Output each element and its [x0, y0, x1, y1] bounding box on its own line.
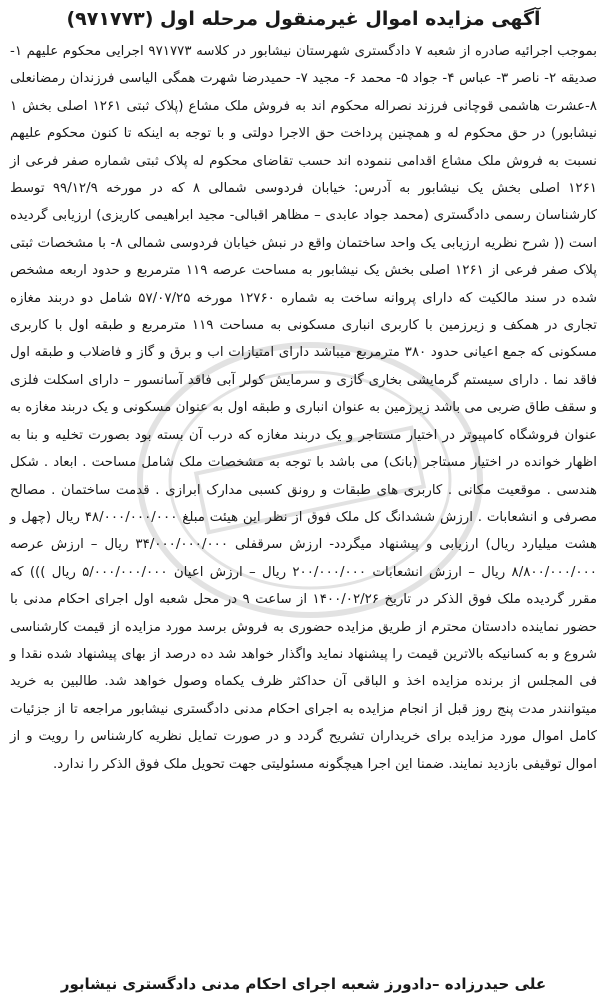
notice-signature: علی حیدرزاده –دادورز شعبه اجرای احکام مدنی دادگستری نیشابور — [60, 975, 547, 993]
notice-body: بموجب اجرائیه صادره از شعبه ۷ دادگستری شهرستان نیشابور در کلاسه ۹۷۱۷۷۳ اجرایی محکوم علیهم ۱- صدیقه ۲- ناصر ۳- عباس ۴- جواد ۵- محمد ۶- مجید ۷- حمیدرضا شهرت همگی الیاسی فرزندان رمضانعلی ۸-عشرت هاشمی قوچانی فرزند نصراله محکوم اند به فروش ملک مشاع (پلاک ثبتی ۱۲۶۱ اصلی بخش ۱ نیشابور) در حق محکوم له و همچنین پرداخت حق الاجرا دولتی و با توجه به اینکه تا کنون محکوم علیهم نسبت به فروش ملک مشاع اقدامی ننموده اند حسب تقاضای محکوم له پلاک ثبتی شماره صفر فرعی از ۱۲۶۱ اصلی بخش یک نیشابور به آدرس: خیابان فردوسی شمالی ۸ که در مورخه ۹۹/۱۲/۹ توسط کارشناسان رسمی دادگستری (محمد جواد عابدی – مظاهر اقبالی- مجید ابراهیمی کاریزی) ارزیابی گردیده است (( شرح نظریه ارزیابی یک واحد ساختمان واقع در نبش خیابان فردوسی شمالی ۸- با مشخصات ثبتی پلاک صفر فرعی از ۱۲۶۱ اصلی بخش یک نیشابور به مساحت عرصه ۱۱۹ مترمربع و حدود اربعه مشخص شده در سند مالکیت که دارای پروانه ساخت به شماره ۱۲۷۶۰ مورخه ۵۷/۰۷/۲۵ شامل دو دربند مغازه تجاری در همکف و زیرزمین با کاربری انباری مسکونی به مساحت ۱۱۹ مترمربع و طبقه اول با کاربری مسکونی که جمع اعیانی حدود ۳۸۰ مترمربع میباشد دارای امتیازات اب و برق و گاز و فاضلاب و طبقه اول فاقد نما . دارای سیستم گرمایشی بخاری گازی و سرمایش کولر آبی فاقد آسانسور – دارای اسکلت فلزی و سقف طاق ضربی می باشد زیرزمین به عنوان انباری و طبقه اول به عنوان مسکونی و یک دربند مغازه به عنوان فروشگاه کامپیوتر در اختیار مستاجر و یک دربند مغازه که درب آن بسته بود بصورت تخلیه و بنا به اظهار خوانده در اختیار مستاجر (بانک) می باشد با توجه به مشخصات ملک شامل مساحت . ابعاد . شکل هندسی . موقعیت مکانی . کاربری های طبقات و رونق کسبی مدارک ابرازی . قدمت ساختمان . مصالح مصرفی و انشعابات . ارزش ششدانگ کل ملک فوق از نظر این هیئت مبلغ ۴۸/۰۰۰/۰۰۰/۰۰۰ ریال (چهل و هشت میلیارد ریال) ارزیابی و پیشنهاد میگردد- ارزش سرقفلی ۳۴/۰۰۰/۰۰۰/۰۰۰ ریال – ارزش عرصه ۸/۸۰۰/۰۰۰/۰۰۰ ریال – ارزش انشعابات ۲۰۰/۰۰۰/۰۰۰ ریال – ارزش اعیان ۵/۰۰۰/۰۰۰/۰۰۰ ریال ))) که مقرر گردیده ملک فوق الذکر در تاریخ ۱۴۰۰/۰۲/۲۶ از ساعت ۹ در محل شعبه اول اجرای احکام مدنی با حضور نماینده دادستان محترم از طریق مزایده حضوری به فروش برسد مورد مزایده از قیمت کارشناسی شروع و به کسانیکه بالاترین قیمت را پیشنهاد نماید واگذار خواهد شد ده درصد از بهای پیشنهاد شده نقدا و فی المجلس از برنده مزایده اخذ و الباقی آن حداکثر ظرف یکماه وصول خواهد شد. طالبین به خرید میتوانندر مدت پنج روز قبل از انجام مزایده به اجرای احکام مدنی دادگستری نیشابور مراجعه تا از جزئیات کامل اموال مورد مزایده برای خریداران تشریح گردد و در صورت تمایل نظریه کارشناس را رویت و از اموال توقیفی بازدید نمایند. ضمنا این اجرا هیچگونه مسئولیتی جهت تحویل ملک فوق الذکر را ندارد. — [10, 44, 598, 772]
notice-title: آگهی مزایده اموال غیرمنقول مرحله اول (۹۷۱۷۷۳) — [66, 8, 541, 30]
